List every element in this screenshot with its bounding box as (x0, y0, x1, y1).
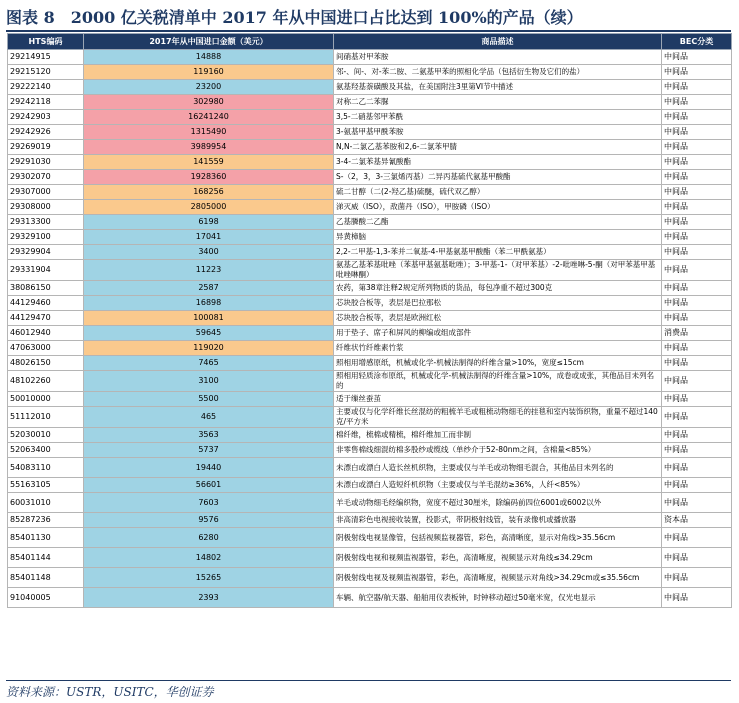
bec-cell: 中间品 (662, 170, 732, 185)
amount-cell: 168256 (84, 185, 334, 200)
table-row (8, 407, 732, 428)
table-row (8, 493, 732, 513)
hts-cell: 46012940 (8, 326, 84, 341)
description-cell: 非高清彩色电视接收装置，投影式，带阴极射线管，装有录像机或播放器 (334, 513, 662, 528)
bec-cell: 中间品 (662, 140, 732, 155)
table-row (8, 170, 732, 185)
description-cell: 照相用增感原纸，机械或化学-机械法制得的纤维含量>10%，宽度≤15cm (334, 356, 662, 371)
table-row (8, 326, 732, 341)
bec-cell: 中间品 (662, 50, 732, 65)
description-cell: 农药，第38章注释2规定所列物质的货品，每包净重不超过300克 (334, 281, 662, 296)
table-row (8, 215, 732, 230)
amount-cell: 6280 (84, 528, 334, 548)
hts-cell: 38086150 (8, 281, 84, 296)
bec-cell: 中间品 (662, 245, 732, 260)
description-cell: S-（2，3，3-三氯烯丙基）二异丙基硫代氨基甲酸酯 (334, 170, 662, 185)
bec-cell: 中间品 (662, 478, 732, 493)
description-cell: 车辆、航空器/航天器、船舶用仪表板钟，时钟移动超过50毫米宽，仅光电显示 (334, 588, 662, 608)
bec-cell: 中间品 (662, 568, 732, 588)
table-row (8, 568, 732, 588)
bec-cell: 中间品 (662, 185, 732, 200)
amount-cell: 14888 (84, 50, 334, 65)
amount-cell: 3989954 (84, 140, 334, 155)
table-row (8, 281, 732, 296)
bec-cell: 中间品 (662, 215, 732, 230)
hts-cell: 44129470 (8, 311, 84, 326)
amount-cell: 3100 (84, 371, 334, 392)
table-row (8, 356, 732, 371)
hts-cell: 29329100 (8, 230, 84, 245)
description-cell: 阴极射线电视和视频监视器管，彩色，高清晰度，视频显示对角线≤34.29cm (334, 548, 662, 568)
header-hts: HTS编码 (8, 34, 84, 50)
amount-cell: 119160 (84, 65, 334, 80)
hts-cell: 29242926 (8, 125, 84, 140)
description-cell: 棉纤维，梳棉或精梳，棉纤维加工而非制 (334, 428, 662, 443)
amount-cell: 56601 (84, 478, 334, 493)
description-cell: 氨基乙基苯基吡唑（苯基甲基氨基吡唑）；3-甲基-1-（对甲苯基）-2-吡唑啉-5-酮（对甲苯基甲基吡唑啉酮） (334, 260, 662, 281)
description-cell: N,N-二氯乙基苯胺和2,6-二氯苯甲腈 (334, 140, 662, 155)
hts-cell: 29307000 (8, 185, 84, 200)
description-cell: 未漂白或漂白人造长丝机织物，主要或仅与羊毛或动物细毛混合，其他品目未列名的 (334, 458, 662, 478)
hts-cell: 48102260 (8, 371, 84, 392)
hts-cell: 29313300 (8, 215, 84, 230)
hts-cell: 52063400 (8, 443, 84, 458)
table-row (8, 245, 732, 260)
table-row (8, 125, 732, 140)
hts-cell: 51112010 (8, 407, 84, 428)
bec-cell: 中间品 (662, 260, 732, 281)
hts-cell: 29222140 (8, 80, 84, 95)
table-row (8, 110, 732, 125)
table-row (8, 458, 732, 478)
bec-cell: 中间品 (662, 371, 732, 392)
table-row (8, 296, 732, 311)
description-cell: 阴极射线电视及视频监视器管，彩色，高清晰度，视频显示对角线>34.29cm或≤35.56cm (334, 568, 662, 588)
hts-cell: 29269019 (8, 140, 84, 155)
description-cell: 用于垫子、席子和屏风的柳编或组成部件 (334, 326, 662, 341)
table-row (8, 95, 732, 110)
description-cell: 乙基膦酸二乙酯 (334, 215, 662, 230)
table-row (8, 260, 732, 281)
bec-cell: 中间品 (662, 458, 732, 478)
hts-cell: 54083110 (8, 458, 84, 478)
description-cell: 3-氨基甲基甲酰苯胺 (334, 125, 662, 140)
description-cell: 纤维状竹纤维素竹浆 (334, 341, 662, 356)
table-body (8, 50, 732, 608)
description-cell: 未漂白或漂白人造短纤机织物（主要或仅与羊毛混纺≥36%，人纤<85%） (334, 478, 662, 493)
bec-cell: 中间品 (662, 311, 732, 326)
amount-cell: 1315490 (84, 125, 334, 140)
amount-cell: 3563 (84, 428, 334, 443)
amount-cell: 9576 (84, 513, 334, 528)
table-row (8, 80, 732, 95)
amount-cell: 16898 (84, 296, 334, 311)
hts-cell: 29291030 (8, 155, 84, 170)
amount-cell: 17041 (84, 230, 334, 245)
hts-cell: 29308000 (8, 200, 84, 215)
hts-cell: 48026150 (8, 356, 84, 371)
bec-cell: 中间品 (662, 200, 732, 215)
table-row (8, 588, 732, 608)
amount-cell: 6198 (84, 215, 334, 230)
table-row (8, 311, 732, 326)
header-amount: 2017年从中国进口金额（美元） (84, 34, 334, 50)
amount-cell: 100081 (84, 311, 334, 326)
table-row (8, 185, 732, 200)
table-row (8, 230, 732, 245)
hts-cell: 29242118 (8, 95, 84, 110)
description-cell: 间硝基对甲苯胺 (334, 50, 662, 65)
description-cell: 芯块胶合板等，表层是巴拉那松 (334, 296, 662, 311)
source-rule (6, 680, 731, 681)
header-bec: BEC分类 (662, 34, 732, 50)
bec-cell: 中间品 (662, 110, 732, 125)
description-cell: 照相用轻质涂布原纸，机械或化学-机械法制得的纤维含量>10%，成卷或成张，其他品目未列名的 (334, 371, 662, 392)
hts-cell: 85287236 (8, 513, 84, 528)
hts-cell: 29242903 (8, 110, 84, 125)
amount-cell: 141559 (84, 155, 334, 170)
description-cell: 适于缫丝蚕茧 (334, 392, 662, 407)
hts-cell: 85401144 (8, 548, 84, 568)
source-note: 资料来源：USTR，USITC，华创证券 (6, 685, 214, 699)
bec-cell: 中间品 (662, 548, 732, 568)
amount-cell: 7465 (84, 356, 334, 371)
table-row (8, 200, 732, 215)
hts-cell: 85401148 (8, 568, 84, 588)
amount-cell: 2587 (84, 281, 334, 296)
bec-cell: 中间品 (662, 296, 732, 311)
bec-cell: 资本品 (662, 513, 732, 528)
amount-cell: 3400 (84, 245, 334, 260)
hts-cell: 44129460 (8, 296, 84, 311)
bec-cell: 中间品 (662, 588, 732, 608)
amount-cell: 2393 (84, 588, 334, 608)
amount-cell: 16241240 (84, 110, 334, 125)
amount-cell: 14802 (84, 548, 334, 568)
description-cell: 芯块胶合板等，表层是欧洲红松 (334, 311, 662, 326)
table-row (8, 65, 732, 80)
amount-cell: 7603 (84, 493, 334, 513)
table-row (8, 478, 732, 493)
bec-cell: 中间品 (662, 281, 732, 296)
hts-cell: 55163105 (8, 478, 84, 493)
hts-cell: 91040005 (8, 588, 84, 608)
hts-cell: 85401130 (8, 528, 84, 548)
bec-cell: 消费品 (662, 326, 732, 341)
product-table (7, 33, 732, 608)
description-cell: 2,2-二甲基-1,3-苯并二氧基-4-甲基氨基甲酸酯（苯二甲酰氨基） (334, 245, 662, 260)
hts-cell: 47063000 (8, 341, 84, 356)
hts-cell: 50010000 (8, 392, 84, 407)
description-cell: 涕灭威（ISO），敌菌丹（ISO），甲胺磷（ISO） (334, 200, 662, 215)
table-row (8, 428, 732, 443)
amount-cell: 19440 (84, 458, 334, 478)
amount-cell: 5500 (84, 392, 334, 407)
description-cell: 硫二甘醇（二(2-羟乙基)硫醚，硫代双乙醇） (334, 185, 662, 200)
description-cell: 主要或仅与化学纤维长丝混纺的粗梳羊毛或粗梳动物细毛的挂毯和室内装饰织物，重量不超过140克/平方米 (334, 407, 662, 428)
table-row (8, 443, 732, 458)
table-row (8, 341, 732, 356)
amount-cell: 23200 (84, 80, 334, 95)
hts-cell: 52030010 (8, 428, 84, 443)
table-header-row (8, 34, 732, 50)
title-rule (6, 30, 731, 32)
bec-cell: 中间品 (662, 230, 732, 245)
bec-cell: 中间品 (662, 528, 732, 548)
description-cell: 非零售棉线细混纺棉多股纱或缆线（单纱介于52-80nm之间，含棉量<85%） (334, 443, 662, 458)
table-row (8, 140, 732, 155)
amount-cell: 1928360 (84, 170, 334, 185)
hts-cell: 29302070 (8, 170, 84, 185)
description-cell: 3-4-二氯苯基异氰酸酯 (334, 155, 662, 170)
table-row (8, 513, 732, 528)
amount-cell: 302980 (84, 95, 334, 110)
description-cell: 阴极射线电视显像管，包括视频监视器管，彩色，高清晰度，显示对角线>35.56cm (334, 528, 662, 548)
header-desc: 商品描述 (334, 34, 662, 50)
table-row (8, 528, 732, 548)
amount-cell: 2805000 (84, 200, 334, 215)
description-cell: 3,5-二硝基邻甲苯酰 (334, 110, 662, 125)
figure-title: 图表 8 2000 亿关税清单中 2017 年从中国进口占比达到 100%的产品（续） (6, 8, 583, 27)
hts-cell: 29331904 (8, 260, 84, 281)
bec-cell: 中间品 (662, 80, 732, 95)
amount-cell: 59645 (84, 326, 334, 341)
table-row (8, 371, 732, 392)
bec-cell: 中间品 (662, 95, 732, 110)
table-row (8, 548, 732, 568)
table-row (8, 50, 732, 65)
amount-cell: 15265 (84, 568, 334, 588)
bec-cell: 中间品 (662, 65, 732, 80)
hts-cell: 29214915 (8, 50, 84, 65)
hts-cell: 29215120 (8, 65, 84, 80)
amount-cell: 119020 (84, 341, 334, 356)
bec-cell: 中间品 (662, 407, 732, 428)
bec-cell: 中间品 (662, 443, 732, 458)
bec-cell: 中间品 (662, 356, 732, 371)
bec-cell: 中间品 (662, 341, 732, 356)
bec-cell: 中间品 (662, 392, 732, 407)
bec-cell: 中间品 (662, 155, 732, 170)
amount-cell: 5737 (84, 443, 334, 458)
description-cell: 邻-、间-、对-苯二胺、二氨基甲苯的照相化学品（包括衍生物及它们的盐） (334, 65, 662, 80)
table-row (8, 392, 732, 407)
hts-cell: 60031010 (8, 493, 84, 513)
description-cell: 羊毛或动物细毛经编织物，宽度不超过30厘米，除编码前四位6001或6002以外 (334, 493, 662, 513)
description-cell: 氨基羟基萘磺酸及其盐，在美国附注3里第VI节中描述 (334, 80, 662, 95)
bec-cell: 中间品 (662, 428, 732, 443)
hts-cell: 29329904 (8, 245, 84, 260)
bec-cell: 中间品 (662, 125, 732, 140)
amount-cell: 465 (84, 407, 334, 428)
description-cell: 异黄樟脑 (334, 230, 662, 245)
amount-cell: 11223 (84, 260, 334, 281)
table-row (8, 155, 732, 170)
description-cell: 对称二乙二苯脲 (334, 95, 662, 110)
bec-cell: 中间品 (662, 493, 732, 513)
